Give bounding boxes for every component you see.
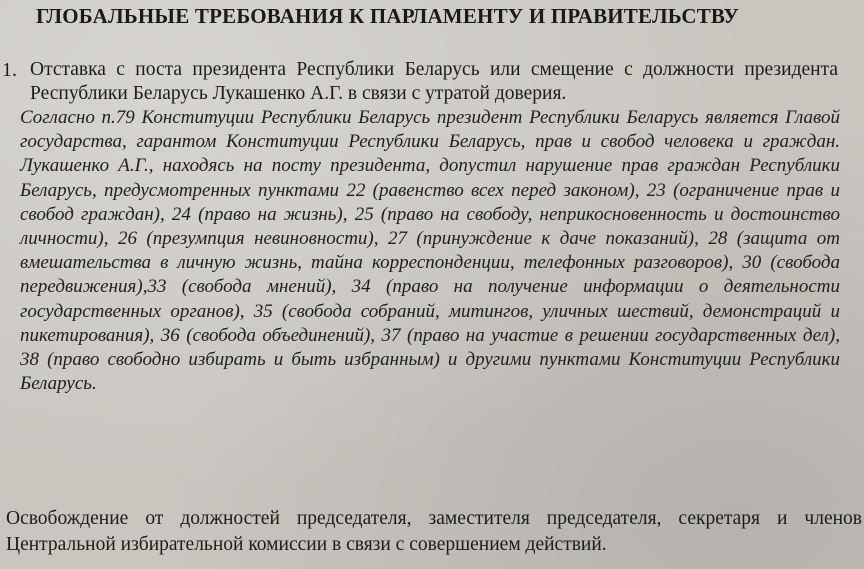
document-heading: ГЛОБАЛЬНЫЕ ТРЕБОВАНИЯ К ПАРЛАМЕНТУ И ПРАВИТЕЛЬСТВУ xyxy=(36,4,740,28)
paragraph-cec-dismissal: Освобождение от должностей председателя, заместителя председателя, секретаря и членов Центральной избирательной комиссии в связи с совершением действий. xyxy=(6,508,862,555)
item-title: Отставка с поста президента Республики Беларусь или смещение с должности президента Республики Беларусь Лукашенко А.Г. в связи с утратой доверия. xyxy=(30,59,838,104)
item-number: 1. xyxy=(2,59,17,81)
item-body-italic: Согласно п.79 Конституции Республики Беларусь президент Республики Беларусь является Главой государства, гарантом Конституции Республики Беларусь, прав и свобод человека и граждан. Лукашенко А.Г., находясь на посту президента, допустил нарушение прав граждан Республики Беларусь, предусмотренных пунктами 22 (равенство всех перед законом), 23 (ограничение прав и свобод граждан), 24 (право на жизнь), 25 (право на свободу, неприкосновенность и достоинство личности), 26 (презумпция невиновности), 27 (принуждение к даче показаний), 28 (защита от вмешательства в личную жизнь, тайна корреспонденции, телефонных разговоров), 30 (свобода передвижения),33 (свобода мнений), 34 (право на получение информации о деятельности государственных органов), 35 (свобода собраний, митингов, уличных шествий, демонстраций и пикетирования), 36 (свобода объединений), 37 (право на участие в решении государственных дел), 38 (право свободно избирать и быть избранным) и другими пунктами Конституции Республики Беларусь. xyxy=(20,107,840,395)
